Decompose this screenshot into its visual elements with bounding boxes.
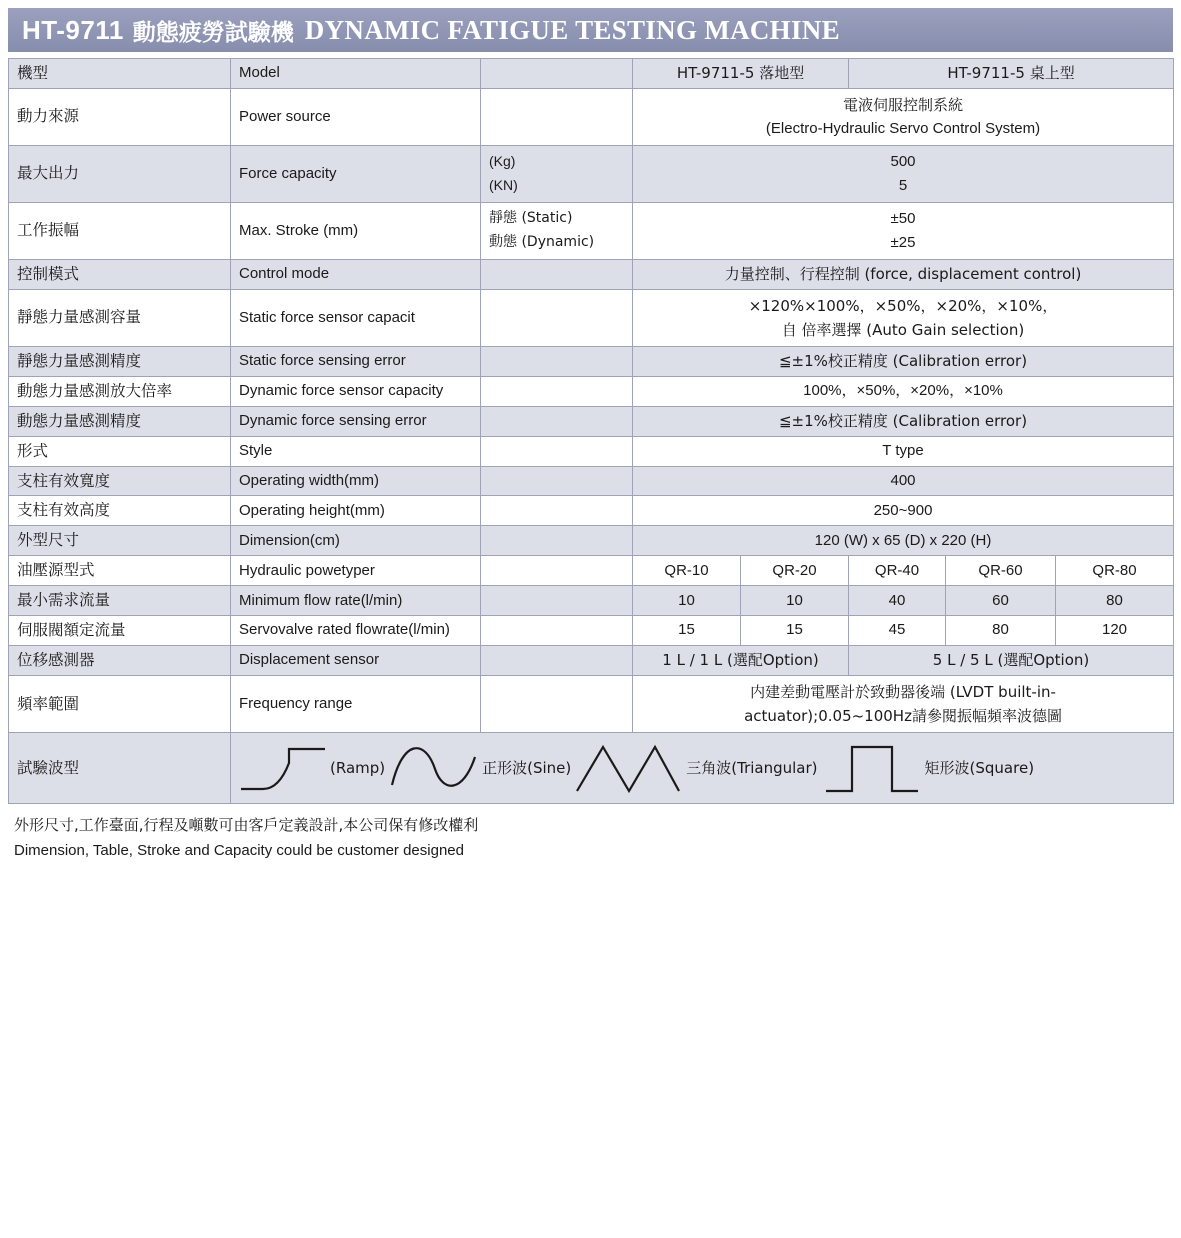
row-label-en: Dimension(cm) xyxy=(231,526,481,556)
row-value: 45 xyxy=(849,616,946,646)
row-value: (Electro-Hydraulic Servo Control System) xyxy=(765,119,1041,137)
row-unit xyxy=(481,346,633,376)
row-label-cn: 靜態力量感測容量 xyxy=(9,289,231,346)
triangle-wave-icon xyxy=(575,741,683,795)
row-label-cn: 動態力量感測放大倍率 xyxy=(9,376,231,406)
row-unit xyxy=(481,259,633,289)
row-value: 120 (W) x 65 (D) x 220 (H) xyxy=(633,526,1174,556)
row-value: 5 L / 5 L (選配Option) xyxy=(849,646,1174,676)
table-row xyxy=(9,732,1174,803)
row-value: 内建差動電壓計於致動器後端 (LVDT built-in- xyxy=(750,682,1056,701)
waveform-sine xyxy=(389,741,571,795)
row-unit xyxy=(481,496,633,526)
table-row xyxy=(9,346,1174,376)
row-value: 力量控制、行程控制 (force, displacement control) xyxy=(633,259,1174,289)
row-label-en: Max. Stroke (mm) xyxy=(231,202,481,259)
table-row xyxy=(9,145,1174,202)
row-value: 250~900 xyxy=(633,496,1174,526)
row-value-group xyxy=(633,145,1174,202)
row-unit xyxy=(481,556,633,586)
page-title-english: DYNAMIC FATIGUE TESTING MACHINE xyxy=(304,14,840,45)
row-label-en: Style xyxy=(231,436,481,466)
row-label-en: Power source xyxy=(231,88,481,145)
row-label-cn: 外型尺寸 xyxy=(9,526,231,556)
row-label-cn: 最小需求流量 xyxy=(9,586,231,616)
row-unit xyxy=(481,466,633,496)
waveform-label: (Ramp) xyxy=(330,758,386,777)
row-label-en: Minimum flow rate(l/min) xyxy=(231,586,481,616)
row-unit xyxy=(481,675,633,732)
row-value: 15 xyxy=(633,616,741,646)
row-value: 1 L / 1 L (選配Option) xyxy=(633,646,849,676)
row-value: 100%，×50%，×20%，×10% xyxy=(633,376,1174,406)
page-title-chinese: 動態疲勞試驗機 xyxy=(132,19,294,46)
row-value: ≦±1%校正精度 (Calibration error) xyxy=(633,346,1174,376)
ramp-wave-icon xyxy=(239,741,327,795)
footnote-en: Dimension, Table, Stroke and Capacity could be customer designed xyxy=(14,842,464,860)
row-unit xyxy=(481,88,633,145)
row-unit xyxy=(481,646,633,676)
row-label-en: Static force sensing error xyxy=(231,346,481,376)
row-value: 電液伺服控制系統 xyxy=(843,95,964,114)
row-value: T type xyxy=(633,436,1174,466)
row-value: 自 倍率選擇 (Auto Gain selection) xyxy=(781,320,1025,339)
row-label-en: Model xyxy=(231,59,481,89)
row-unit xyxy=(481,289,633,346)
sine-wave-icon xyxy=(389,741,479,795)
row-value: QR-80 xyxy=(1056,556,1174,586)
table-row xyxy=(9,259,1174,289)
table-row xyxy=(9,406,1174,436)
row-label-cn: 伺服閥額定流量 xyxy=(9,616,231,646)
row-label-en: Hydraulic powetyper xyxy=(231,556,481,586)
row-label-en: Static force sensor capacit xyxy=(231,289,481,346)
row-value: QR-40 xyxy=(849,556,946,586)
table-row xyxy=(9,646,1174,676)
row-value: 80 xyxy=(1056,586,1174,616)
table-row xyxy=(9,526,1174,556)
row-label-en: Dynamic force sensing error xyxy=(231,406,481,436)
footnote-cn: 外形尺寸,工作臺面,行程及噸數可由客戶定義設計,本公司保有修改權利 xyxy=(14,815,479,834)
waveform-label: 矩形波(Square) xyxy=(924,758,1035,777)
table-row xyxy=(9,616,1174,646)
row-label-cn: 最大出力 xyxy=(9,145,231,202)
row-label-en: Dynamic force sensor capacity xyxy=(231,376,481,406)
row-label-cn: 支柱有效高度 xyxy=(9,496,231,526)
row-label-cn: 油壓源型式 xyxy=(9,556,231,586)
row-unit: (KN) xyxy=(489,177,518,194)
row-unit: 動態 (Dynamic) xyxy=(489,234,595,251)
row-value: ×120%×100%，×50%，×20%，×10%， xyxy=(748,296,1058,315)
row-value: ±50 xyxy=(890,209,916,227)
row-value: 10 xyxy=(633,586,741,616)
table-row xyxy=(9,289,1174,346)
table-row xyxy=(9,466,1174,496)
row-value-group xyxy=(633,202,1174,259)
page-title-bar xyxy=(8,8,1173,52)
row-value-group xyxy=(633,88,1174,145)
waveform-square xyxy=(822,741,1035,795)
spec-sheet xyxy=(0,8,1181,1238)
model-code: HT-9711 xyxy=(22,14,124,45)
waveform-label: 正形波(Sine) xyxy=(482,758,572,777)
row-value: 60 xyxy=(946,586,1056,616)
row-label-cn: 靜態力量感測精度 xyxy=(9,346,231,376)
row-unit: 靜態 (Static) xyxy=(489,210,573,227)
row-label-cn: 頻率範圍 xyxy=(9,675,231,732)
row-value: 500 xyxy=(890,152,916,170)
specification-table xyxy=(8,58,1174,804)
waveform-group xyxy=(231,732,1174,803)
row-value: HT-9711-5 落地型 xyxy=(633,59,849,89)
waveform-triangular xyxy=(575,741,817,795)
row-label-cn: 試驗波型 xyxy=(9,732,231,803)
table-row xyxy=(9,496,1174,526)
row-unit xyxy=(481,59,633,89)
row-value: QR-20 xyxy=(741,556,849,586)
table-row xyxy=(9,376,1174,406)
row-unit xyxy=(481,526,633,556)
row-unit xyxy=(481,406,633,436)
row-label-cn: 機型 xyxy=(9,59,231,89)
waveform-ramp xyxy=(239,741,385,795)
row-label-cn: 支柱有效寬度 xyxy=(9,466,231,496)
waveform-label: 三角波(Triangular) xyxy=(686,758,818,777)
table-row xyxy=(9,88,1174,145)
row-label-cn: 形式 xyxy=(9,436,231,466)
square-wave-icon xyxy=(822,741,922,795)
table-row xyxy=(9,202,1174,259)
row-unit: (Kg) xyxy=(489,153,516,170)
row-value: 120 xyxy=(1056,616,1174,646)
row-unit xyxy=(481,586,633,616)
row-label-en: Frequency range xyxy=(231,675,481,732)
row-label-cn: 控制模式 xyxy=(9,259,231,289)
row-value: 400 xyxy=(633,466,1174,496)
row-label-cn: 動力來源 xyxy=(9,88,231,145)
row-unit-group xyxy=(481,145,633,202)
row-value: 15 xyxy=(741,616,849,646)
row-label-en: Displacement sensor xyxy=(231,646,481,676)
row-value: 80 xyxy=(946,616,1056,646)
row-value: QR-60 xyxy=(946,556,1056,586)
table-row xyxy=(9,436,1174,466)
table-row xyxy=(9,556,1174,586)
table-row xyxy=(9,586,1174,616)
row-value-group xyxy=(633,289,1174,346)
row-label-en: Force capacity xyxy=(231,145,481,202)
row-label-cn: 工作振幅 xyxy=(9,202,231,259)
row-value: actuator);0.05~100Hz請參閱振幅頻率波德圖 xyxy=(744,706,1062,725)
row-value: QR-10 xyxy=(633,556,741,586)
table-row xyxy=(9,59,1174,89)
row-label-en: Operating width(mm) xyxy=(231,466,481,496)
row-label-cn: 動態力量感測精度 xyxy=(9,406,231,436)
row-value: 40 xyxy=(849,586,946,616)
row-unit xyxy=(481,616,633,646)
row-value: ±25 xyxy=(890,233,916,251)
row-unit xyxy=(481,436,633,466)
row-label-cn: 位移感測器 xyxy=(9,646,231,676)
row-value: 10 xyxy=(741,586,849,616)
row-value: ≦±1%校正精度 (Calibration error) xyxy=(633,406,1174,436)
table-row xyxy=(9,675,1174,732)
row-value-group xyxy=(633,675,1174,732)
row-unit-group xyxy=(481,202,633,259)
row-value: HT-9711-5 桌上型 xyxy=(849,59,1174,89)
row-value: 5 xyxy=(898,176,908,194)
row-label-en: Operating height(mm) xyxy=(231,496,481,526)
row-unit xyxy=(481,376,633,406)
footnotes xyxy=(8,812,1173,865)
row-label-en: Servovalve rated flowrate(l/min) xyxy=(231,616,481,646)
row-label-en: Control mode xyxy=(231,259,481,289)
